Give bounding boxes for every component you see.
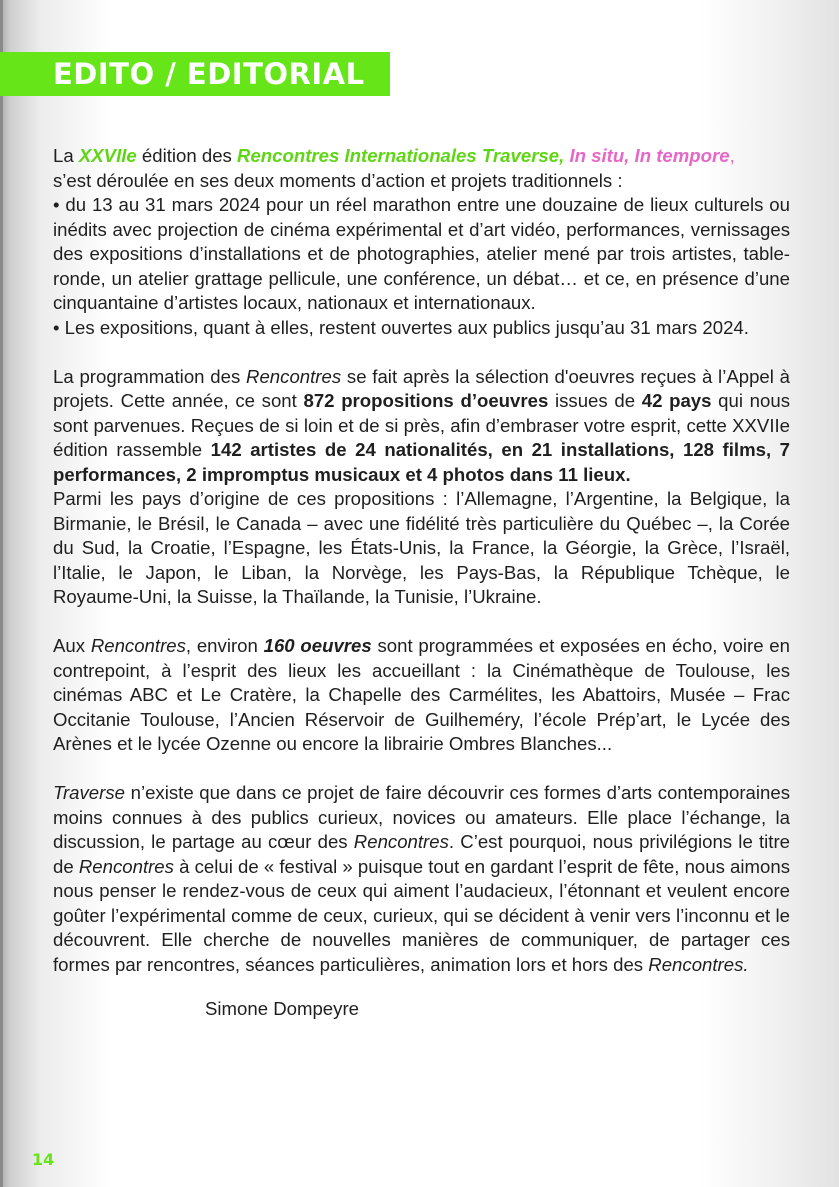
paragraph-mission	[53, 781, 790, 977]
text-span: La programmation des	[53, 365, 247, 387]
text-span: issues de	[548, 390, 642, 411]
proposals-count: 872 propositions d’oeuvres	[303, 390, 549, 411]
paragraph-programming	[53, 365, 790, 610]
intro-line: s’est déroulée en ses deux moments d’action et projets traditionnels :	[53, 169, 623, 191]
page-edge	[0, 0, 3, 1187]
text-span: Aux	[53, 635, 91, 656]
text-span: Rencontres	[353, 831, 449, 852]
text-span: . C’est pourquoi, nous privilégions le titre de	[53, 831, 790, 877]
section-title: EDITO / EDITORIAL	[53, 57, 365, 91]
text-span: La	[53, 145, 79, 166]
section-header-band	[0, 52, 390, 96]
text-span: édition des	[136, 145, 238, 166]
edition-number: XXVIIe	[78, 145, 137, 166]
countries-count: 42 pays	[641, 390, 712, 411]
page-number: 14	[32, 1150, 55, 1169]
paragraph-intro	[53, 144, 790, 340]
event-name: Rencontres Internationales Traverse,	[237, 145, 565, 166]
text-span: , environ	[185, 635, 264, 656]
works-count: 160 oeuvres	[263, 635, 372, 656]
text-span: sont programmées et exposées en écho, voire en contrepoint, à l’esprit des lieux les accueillant : la Cinémathèque de Toulouse, les cinémas ABC et Le Cratère, la Chapelle des Carmélites, les Abattoirs, Musée – Frac Occitanie Toulouse, l’Ancien Réservoir de Guilheméry, l’école Prép’art, le Lycée des Arènes et le lycée Ozenne ou encore la librairie Ombres Blanches...	[53, 635, 790, 754]
text-span: n’existe que dans ce projet de faire découvrir ces formes d’arts contemporaines moins connues à des publics curieux, novices ou amateurs. Elle place l’échange, la discussion, le partage au cœur des	[53, 782, 790, 852]
text-span: qui nous sont parvenues. Reçues de si loin et de si près, afin d’embraser votre esprit, cette XXVIIe édition rassemble	[53, 390, 790, 460]
countries-list: Parmi les pays d’origine de ces propositions : l’Allemagne, l’Argentine, la Belgique, la Birmanie, le Brésil, le Canada – avec une fidélité très particulière du Québec –, la Corée du Sud, la Croatie, l’Espagne, les États-Unis, la France, la Géorgie, la Grèce, l’Israël, l’Italie, le Japon, le Liban, la Norvège, les Pays-Bas, la République Tchèque, le Royaume-Uni, la Suisse, la Thaïlande, la Tunisie, l’Ukraine.	[53, 488, 790, 607]
author-signature: Simone Dompeyre	[205, 998, 359, 1019]
paragraph-venues	[53, 634, 790, 757]
bullet-item: • Les expositions, quant à elles, restent ouvertes aux publics jusqu’au 31 mars 2024.	[53, 316, 749, 338]
event-subtitle: In situ, In tempore	[569, 145, 730, 166]
editorial-body	[53, 144, 790, 1002]
text-span: se fait après la sélection d'oeuvres reçues à l’Appel à projets. Cette année, ce sont	[53, 365, 790, 411]
edition-figures: 142 artistes de 24 nationalités, en 21 installations, 128 films, 7 performances, 2 impromptus musicaux et 4 photos dans 11 lieux.	[53, 439, 790, 485]
text-span: Rencontres	[78, 855, 174, 877]
text-span: à celui de « festival » puisque tout en gardant l’esprit de fête, nous aimons nous penser le rendez-vous de ceux qui aiment l’audacieux, l’étonnant et veulent encore goûter l’expérimental comme de ceux, curieux, qui se décident à venir vers l’inconnu et le découvrent. Elle cherche de nouvelles manières de communiquer, de partager ces formes par rencontres, séances particulières, animation lors et hors des	[53, 855, 790, 975]
text-span: ,	[729, 145, 735, 166]
text-span: Rencontres	[246, 365, 342, 387]
text-span: Rencontres.	[648, 953, 749, 975]
text-span: Traverse	[53, 782, 125, 803]
bullet-item: • du 13 au 31 mars 2024 pour un réel marathon entre une douzaine de lieux culturels ou inédits avec projection de cinéma expérimental et d’art vidéo, performances, vernissages des expositions d’installations et de photographies, atelier mené par trois artistes, table-ronde, un atelier grattage pellicule, une conférence, un débat… et ce, en présence d’une cinquantaine d’artistes locaux, nationaux et internationaux.	[53, 194, 790, 313]
text-span: Rencontres	[90, 635, 186, 656]
